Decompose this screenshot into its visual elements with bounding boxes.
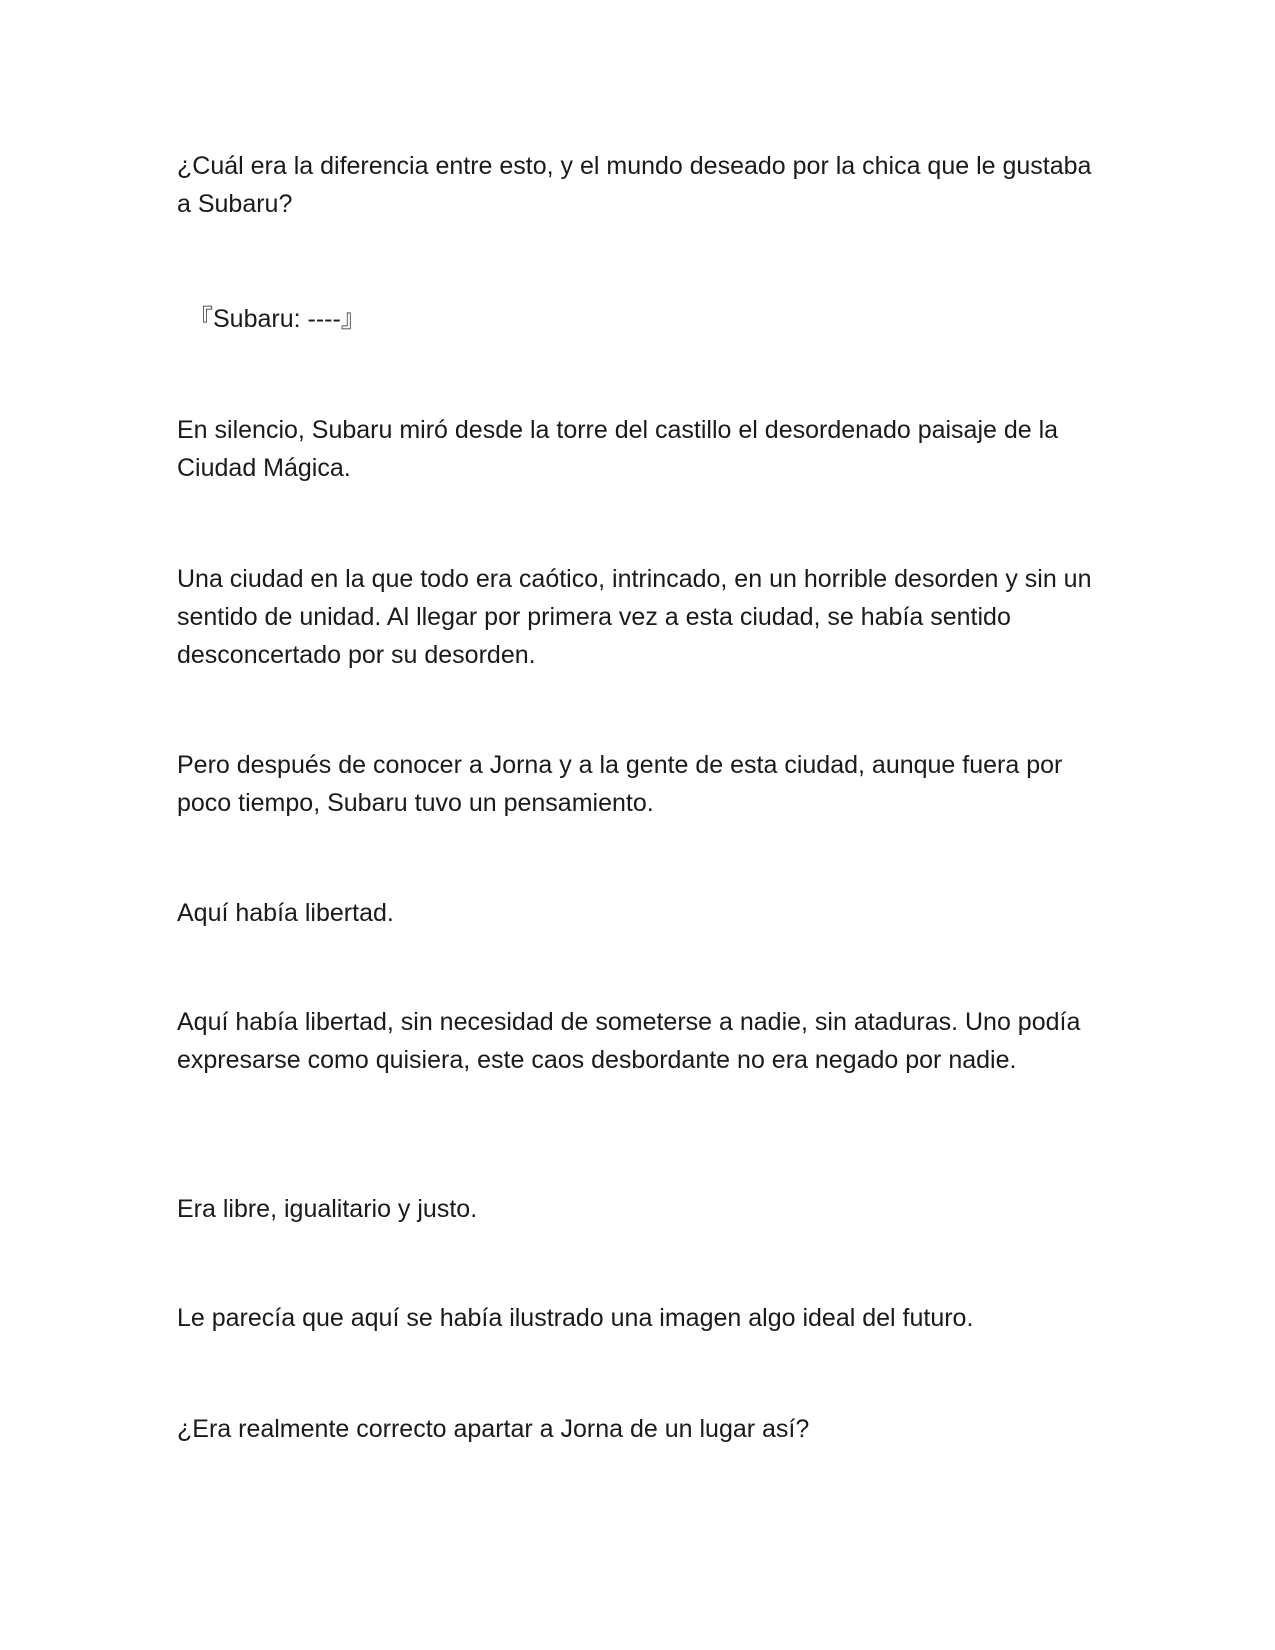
paragraph: ¿Era realmente correcto apartar a Jorna de un lugar así? [177,1415,810,1443]
paragraph: Una ciudad en la que todo era caótico, intrincado, en un horrible desorden y sin un sentido de unidad. Al llegar por primera vez a esta ciudad, se había sentido desconcertado por su desorden. [177,565,1092,669]
paragraph: En silencio, Subaru miró desde la torre del castillo el desordenado paisaje de la Ciudad Mágica. [177,416,1059,482]
dialogue-line: 『Subaru: ----』 [188,305,366,333]
paragraph: ¿Cuál era la diferencia entre esto, y el mundo deseado por la chica que le gustaba a Subaru? [177,152,1092,218]
paragraph: Le parecía que aquí se había ilustrado una imagen algo ideal del futuro. [177,1304,974,1332]
paragraph: Aquí había libertad. [177,899,394,927]
paragraph: Era libre, igualitario y justo. [177,1195,478,1223]
paragraph: Pero después de conocer a Jorna y a la gente de esta ciudad, aunque fuera por poco tiempo, Subaru tuvo un pensamiento. [177,751,1063,817]
paragraph: Aquí había libertad, sin necesidad de someterse a nadie, sin ataduras. Uno podía expresarse como quisiera, este caos desbordante no era negado por nadie. [177,1008,1081,1074]
